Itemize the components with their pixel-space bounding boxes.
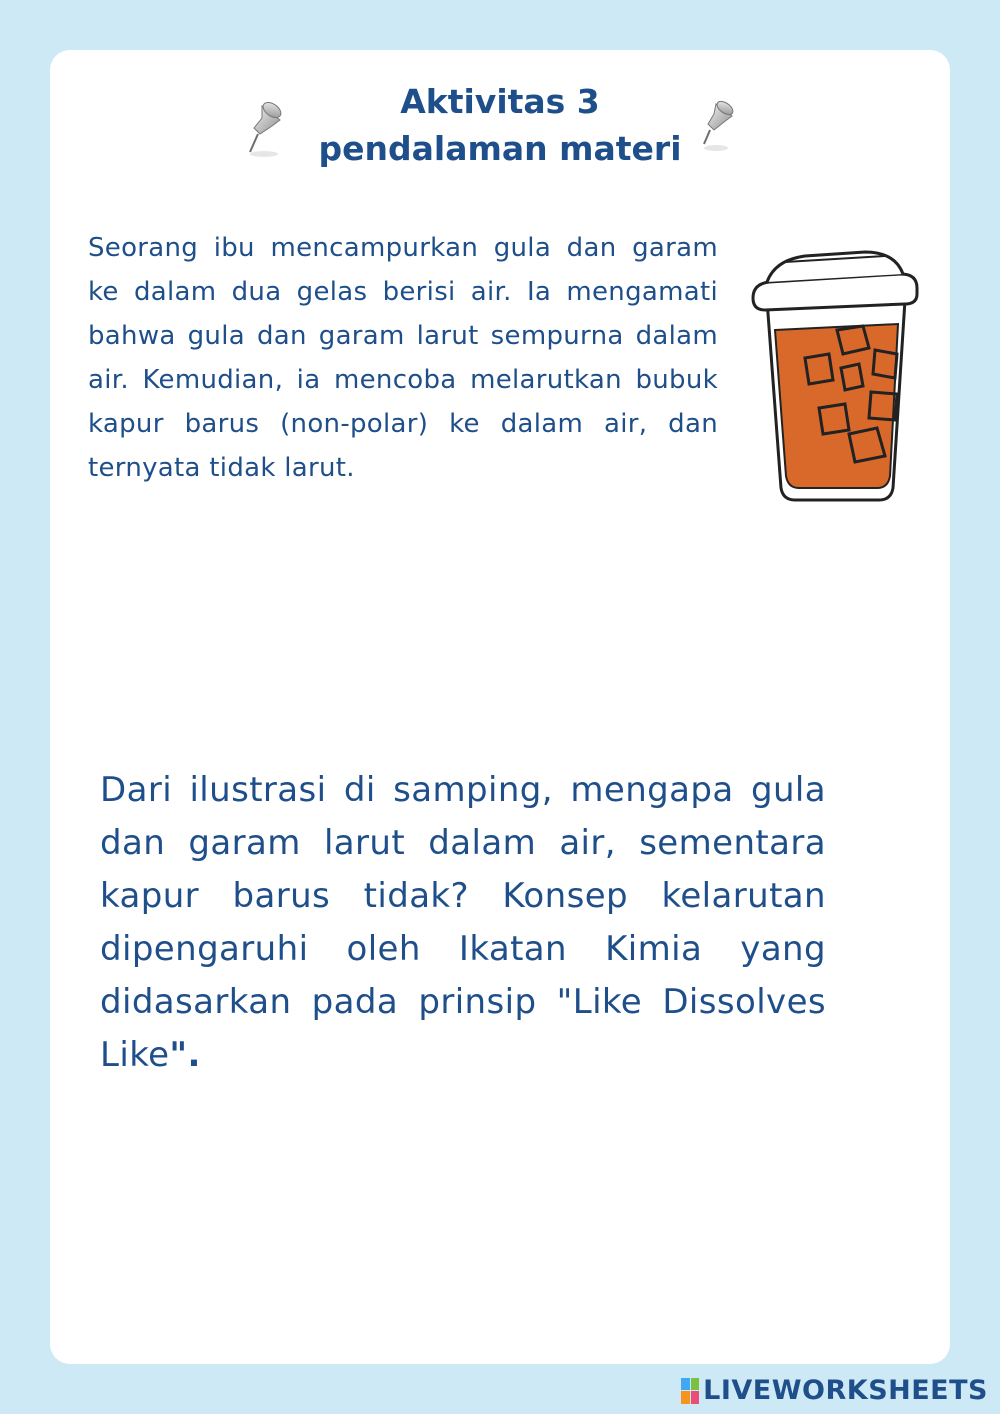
title-line-1: Aktivitas 3 (400, 82, 600, 121)
story-paragraph: Seorang ibu mencampurkan gula dan garam ke dalam dua gelas berisi air. Ia mengamati bahwa gula dan garam larut sempurna dalam air. Kemudian, ia mencoba melarutkan bubuk kapur barus (non-polar) ke dalam air, dan ternyata tidak larut. (88, 233, 718, 483)
brand-watermark (681, 1375, 988, 1406)
brand-text: LIVEWORKSHEETS (703, 1375, 988, 1406)
page-title (0, 78, 1000, 172)
question-paragraph (100, 764, 826, 1082)
liveworksheets-logo-icon (681, 1378, 699, 1404)
iced-drink-cup-icon (745, 238, 925, 508)
question-text: Dari ilustrasi di samping, mengapa gula dan garam larut dalam air, sementara kapur barus tidak? Konsep kelarutan dipengaruhi oleh Ikatan Kimia yang didasarkan pada prinsip "Like Dissolves Like (100, 770, 826, 1075)
title-line-2: pendalaman materi (318, 129, 682, 168)
question-closing: ". (169, 1035, 201, 1075)
